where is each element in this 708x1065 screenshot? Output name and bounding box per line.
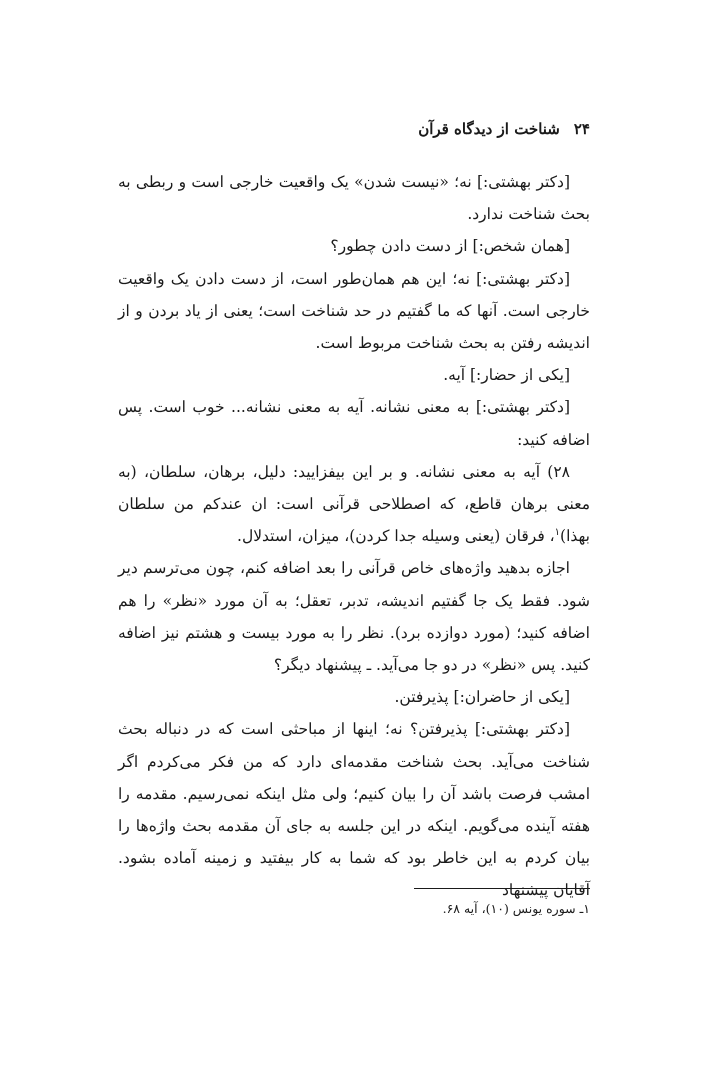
running-head <box>118 120 590 138</box>
paragraph-5: [دکتر بهشتی:] به معنی نشانه. آیه به معنی نشانه... خوب است. پس اضافه کنید: <box>118 398 590 449</box>
footnote-reference[interactable]: ۱ <box>554 527 561 539</box>
body-text <box>118 166 590 907</box>
footnote: ۱ـ سوره یونس (۱۰)، آیه ۶۸. <box>442 901 590 916</box>
paragraph-3: [دکتر بهشتی:] نه؛ این هم همان‌طور است، از دست دادن یک واقعیت خارجی است. آنها که ما گفتیم در حد شناخت است؛ یعنی از یاد بردن و از اندیشه رفتن به بحث شناخت مربوط است. <box>118 269 590 353</box>
paragraph-8: [یکی از حاضران:] پذیرفتن. <box>394 688 570 707</box>
paragraph-6-main: ۲۸) آیه به معنی نشانه. و بر این بیفزایید: دلیل، برهان، سلطان، (به معنی برهان قاطع، که اصطلاحی قرآنی است: ان عندکم من سلطان بهذا) <box>118 462 590 546</box>
paragraph-1: [دکتر بهشتی:] نه؛ «نیست شدن» یک واقعیت خارجی است و ربطی به بحث شناخت ندارد. <box>118 173 590 224</box>
paragraph-6 <box>118 456 590 553</box>
paragraph-2: [همان شخص:] از دست دادن چطور؟ <box>330 237 570 256</box>
footnote-divider <box>414 888 590 889</box>
page-number: ۲۴ <box>573 120 590 138</box>
paragraph-7: اجازه بدهید واژه‌های خاص قرآنی را بعد اضافه کنم، چون می‌ترسم دیر شود. فقط یک جا گفتیم اندیشه، تدبر، تعقل؛ به آن مورد «نظر» را هم اضافه کنید؛ (مورد دوازده برد). نظر را به مورد بیست و هشتم نیز اضافه کنید. پس «نظر» در دو جا می‌آید. ـ پیشنهاد دیگر؟ <box>118 559 590 675</box>
paragraph-9: [دکتر بهشتی:] پذیرفتن؟ نه؛ اینها از مباحثی است که در دنباله بحث شناخت می‌آید. بحث شناخت مقدمه‌ای دارد که من فکر می‌کردم اگر امشب فرصت باشد آن را بیان کنیم؛ ولی مثل اینکه نمی‌رسیم. مقدمه را هفته آینده می‌گویم. اینکه در این جلسه به جای آن مقدمه بحث واژه‌ها را بیان کردم به این خاطر بود که شما به کار بیفتید و زمینه آماده بشود. آقایان پیشنهاد <box>118 720 590 900</box>
paragraph-6-tail: ، فرقان (یعنی وسیله جدا کردن)، میزان، استدلال. <box>237 527 555 546</box>
running-title: شناخت از دیدگاه قرآن <box>418 120 560 138</box>
paragraph-4: [یکی از حضار:] آیه. <box>443 366 570 385</box>
